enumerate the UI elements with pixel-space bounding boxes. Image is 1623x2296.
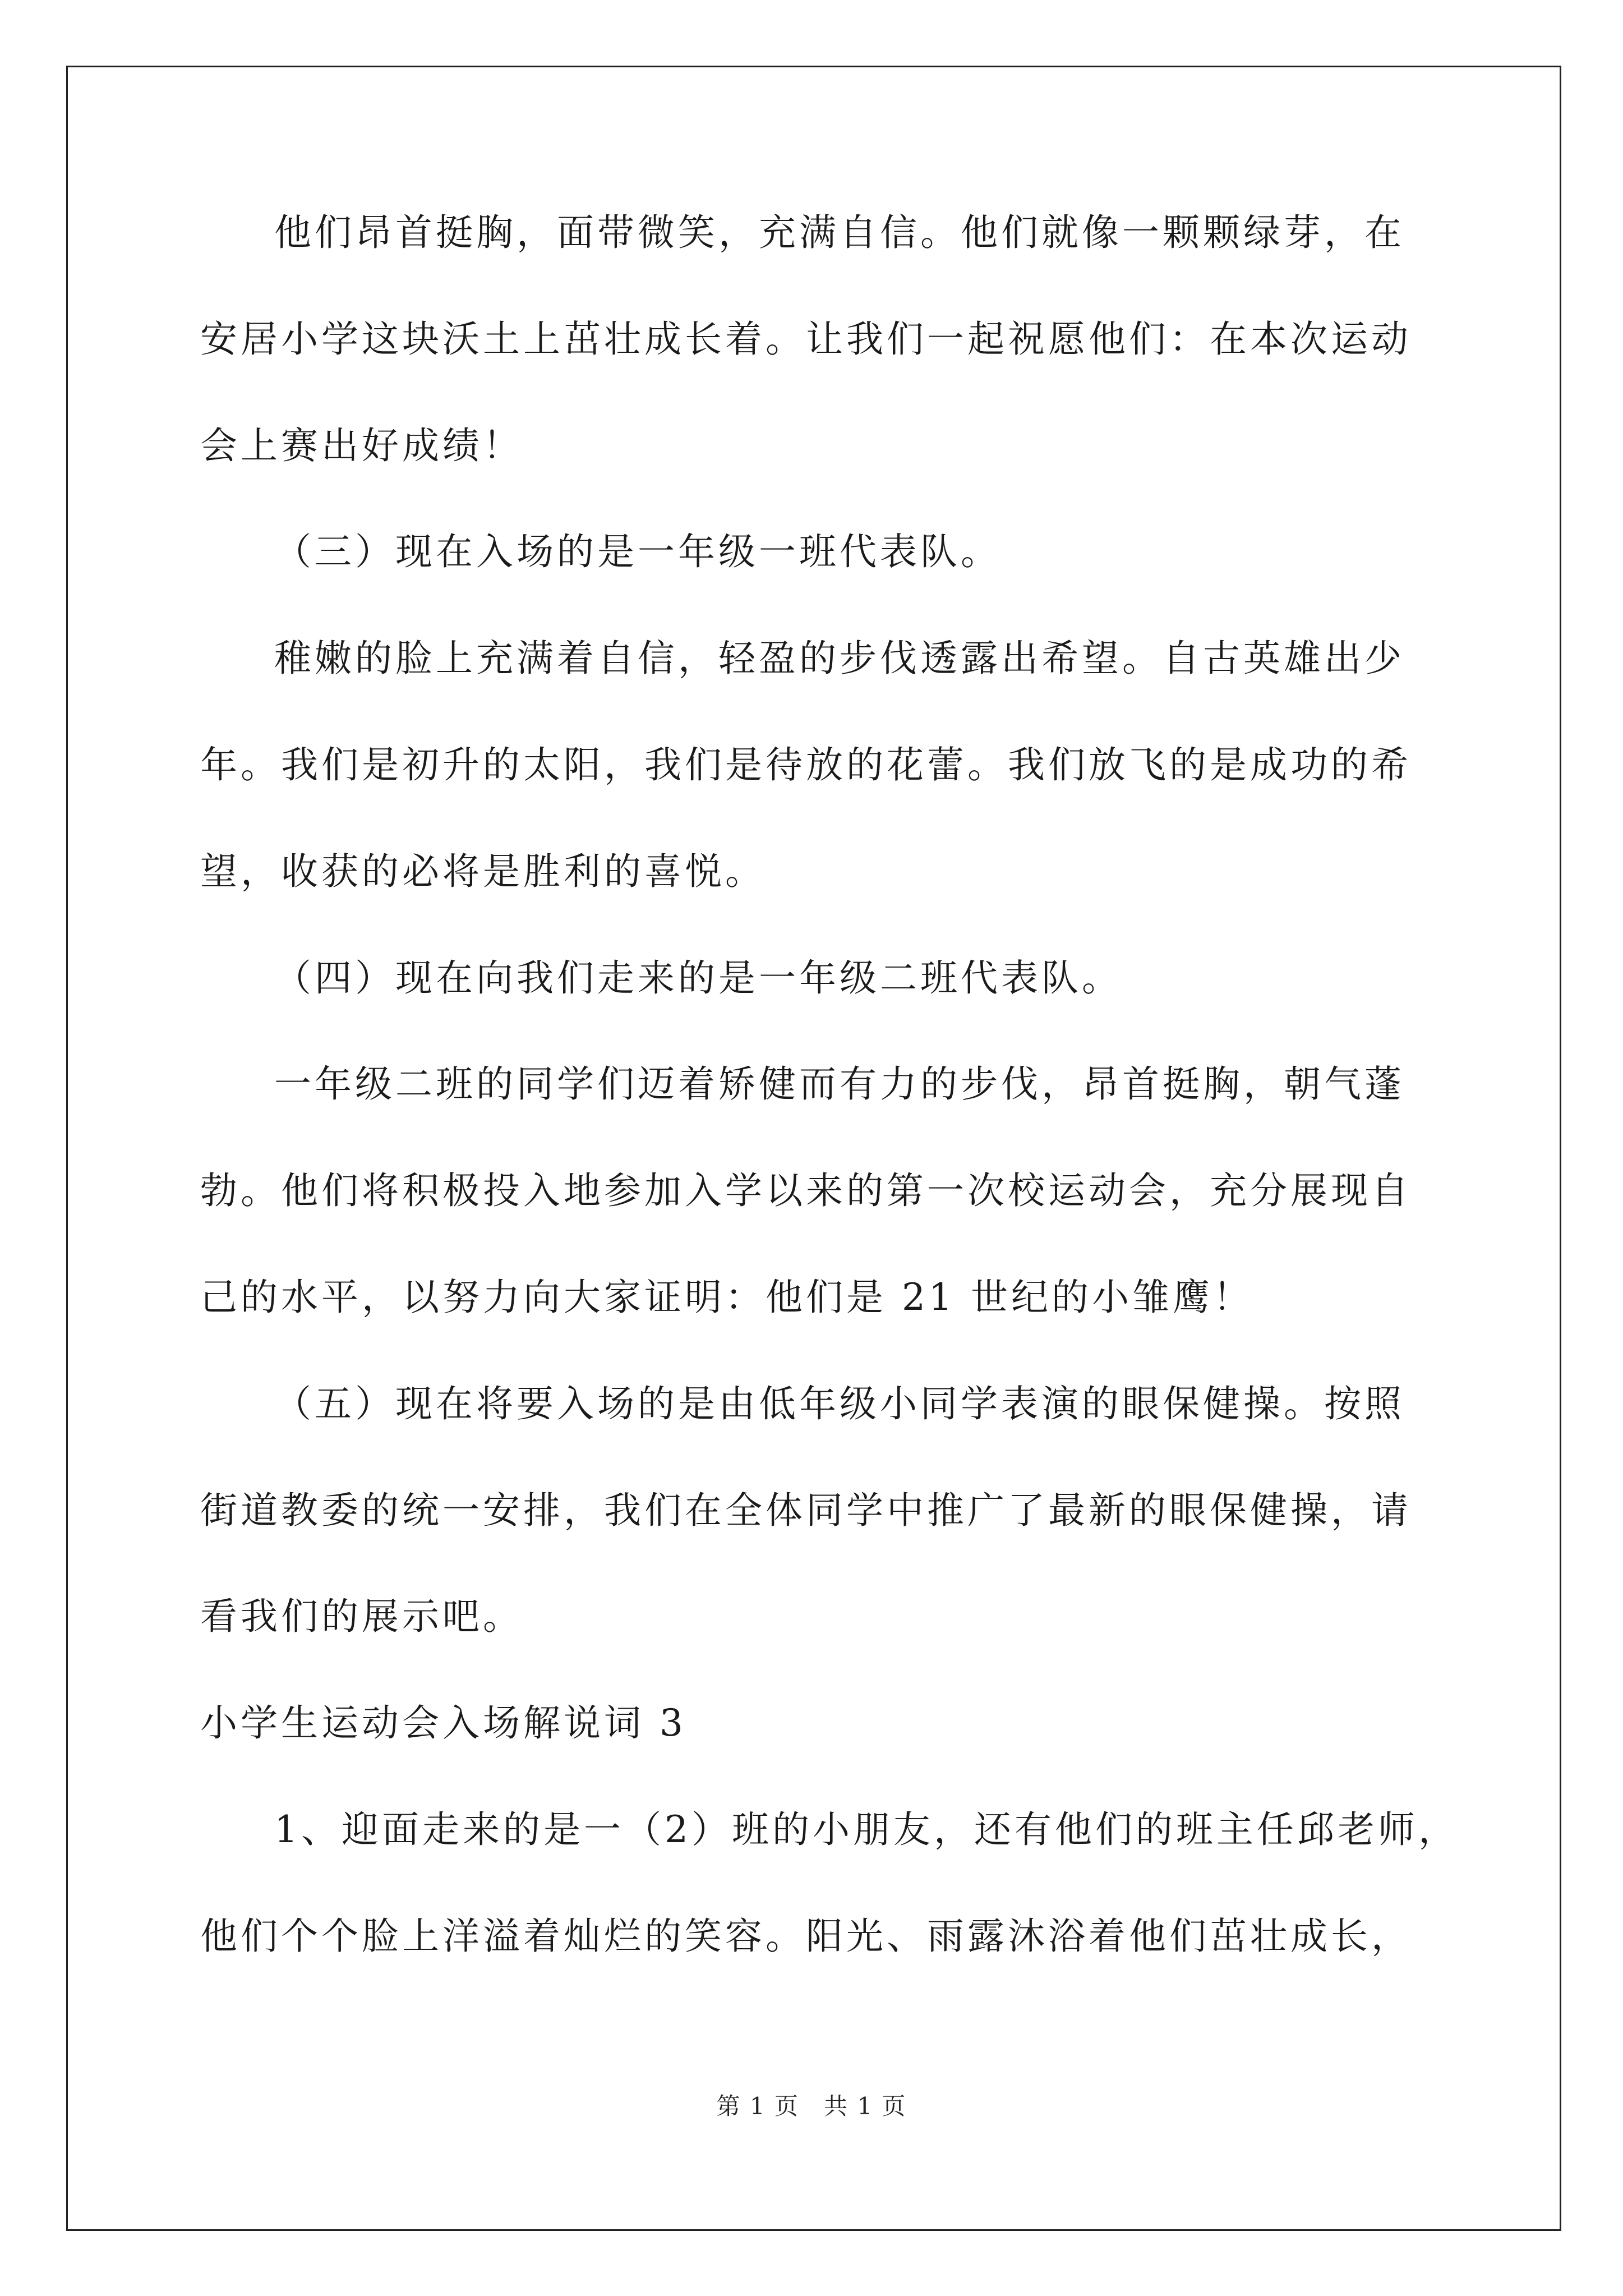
paragraph-line: 他们个个脸上洋溢着灿烂的笑容。阳光、雨露沐浴着他们茁壮成长， xyxy=(200,1915,1412,1958)
paragraph-line: 己的水平，以努力向大家证明：他们是 21 世纪的小雏鹰！ xyxy=(200,1276,1253,1319)
paragraph-line: 勃。他们将积极投入地参加入学以来的第一次校运动会，充分展现自 xyxy=(200,1169,1412,1212)
paragraph-line: 会上赛出好成绩！ xyxy=(200,424,523,467)
document-subtitle: 小学生运动会入场解说词 3 xyxy=(200,1701,686,1745)
page-number-footer: 第 1 页 共 1 页 xyxy=(716,2092,907,2120)
paragraph-line: 他们昂首挺胸，面带微笑，充满自信。他们就像一颗颗绿芽，在 xyxy=(274,211,1405,254)
page-border xyxy=(66,66,1561,2231)
section-heading-line: （五）现在将要入场的是由低年级小同学表演的眼保健操。按照 xyxy=(274,1382,1405,1425)
paragraph-line: 看我们的展示吧。 xyxy=(200,1595,523,1638)
paragraph-line: 安居小学这块沃土上茁壮成长着。让我们一起祝愿他们：在本次运动 xyxy=(200,318,1412,361)
paragraph-line: 一年级二班的同学们迈着矫健而有力的步伐，昂首挺胸，朝气蓬 xyxy=(274,1062,1405,1106)
paragraph-line: 稚嫩的脸上充满着自信，轻盈的步伐透露出希望。自古英雄出少 xyxy=(274,637,1405,680)
paragraph-line: 望，收获的必将是胜利的喜悦。 xyxy=(200,850,766,893)
paragraph-line: 年。我们是初升的太阳，我们是待放的花蕾。我们放飞的是成功的希 xyxy=(200,743,1412,786)
paragraph-line: 街道教委的统一安排，我们在全体同学中推广了最新的眼保健操，请 xyxy=(200,1489,1412,1532)
paragraph-line: 1、迎面走来的是一（2）班的小朋友，还有他们的班主任邱老师， xyxy=(274,1808,1459,1851)
section-heading-line: （三）现在入场的是一年级一班代表队。 xyxy=(274,530,1001,573)
section-heading-line: （四）现在向我们走来的是一年级二班代表队。 xyxy=(274,956,1122,1000)
